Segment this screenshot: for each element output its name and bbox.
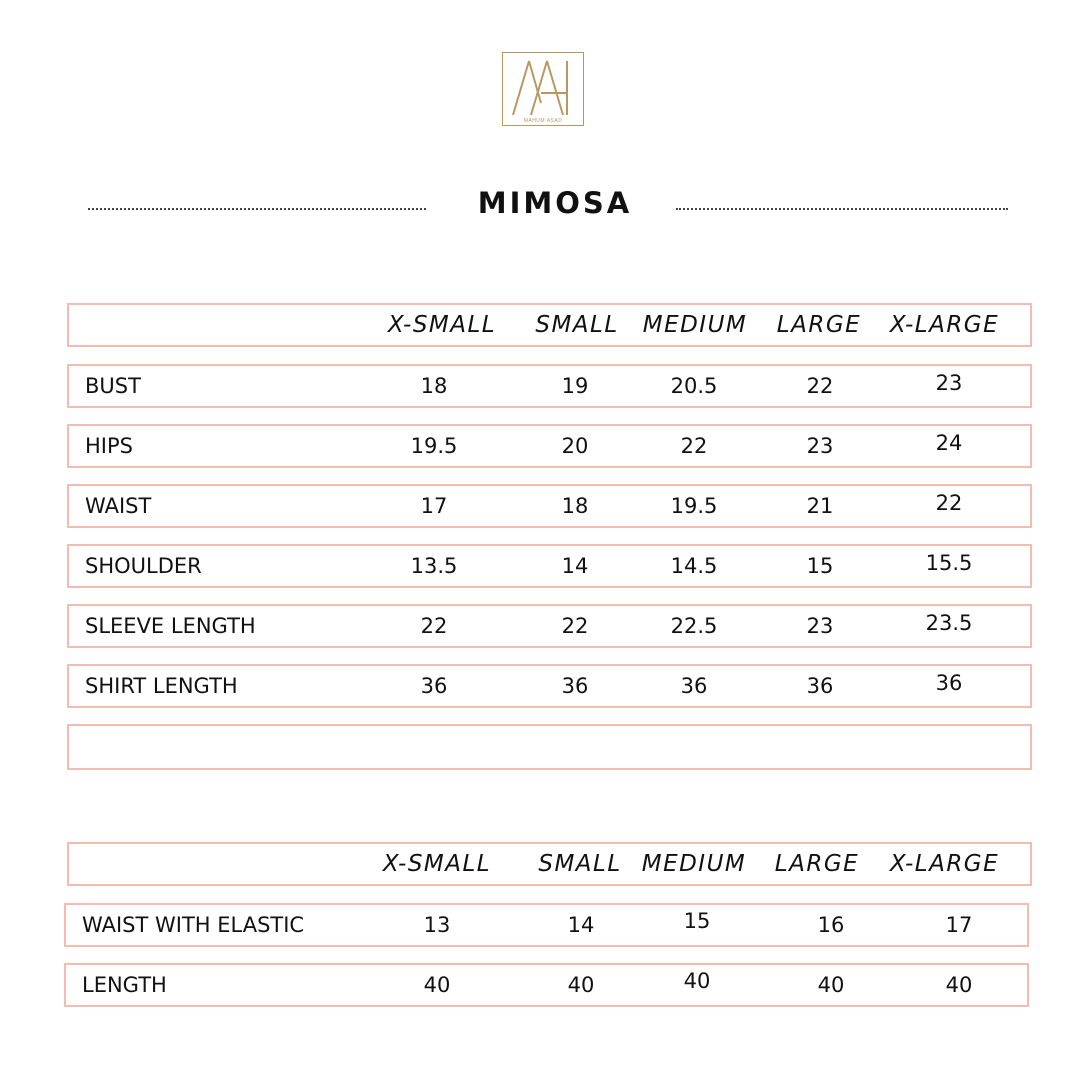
table-cell: 17	[420, 494, 448, 518]
table-row	[67, 604, 1032, 648]
table-row	[67, 544, 1032, 588]
table-header-row	[67, 303, 1032, 347]
table-cell: 22	[420, 614, 448, 638]
table-cell: 23	[806, 434, 834, 458]
table-cell: 16	[817, 913, 845, 937]
table-cell: 36	[420, 674, 448, 698]
table-cell: 13	[423, 913, 451, 937]
table-row	[67, 424, 1032, 468]
table-cell: 40	[423, 973, 451, 997]
table-cell: 40	[817, 973, 845, 997]
table-cell: 21	[806, 494, 834, 518]
table-cell: 18	[561, 494, 589, 518]
table-cell: 13.5	[410, 554, 458, 578]
table-cell: 36	[806, 674, 834, 698]
header-cell: X-SMALL	[387, 312, 497, 338]
table-cell: 14	[561, 554, 589, 578]
page-title: MIMOSA	[477, 186, 633, 220]
header-cell: X-LARGE	[889, 851, 1000, 877]
table-cell: 23	[806, 614, 834, 638]
table-cell: 24	[935, 431, 963, 455]
table-row	[67, 364, 1032, 408]
title-divider-right	[676, 208, 1008, 210]
row-label: HIPS	[85, 434, 133, 458]
row-label: BUST	[85, 374, 141, 398]
table-cell: 20.5	[670, 374, 718, 398]
table-header-row	[67, 842, 1032, 886]
table-cell: 14.5	[670, 554, 718, 578]
table-cell: 22	[806, 374, 834, 398]
table-cell: 19.5	[410, 434, 458, 458]
header-cell: SMALL	[535, 312, 619, 338]
table-cell: 19.5	[670, 494, 718, 518]
row-label: WAIST WITH ELASTIC	[82, 913, 305, 937]
table-row	[64, 903, 1029, 947]
brand-logo	[502, 52, 584, 126]
table-cell: 22	[561, 614, 589, 638]
header-cell: MEDIUM	[641, 851, 747, 877]
table-row	[67, 484, 1032, 528]
row-label: SLEEVE LENGTH	[85, 614, 256, 638]
row-label: SHIRT LENGTH	[85, 674, 238, 698]
table-cell: 15	[806, 554, 834, 578]
table-cell: 23.5	[925, 611, 973, 635]
table-row	[67, 664, 1032, 708]
title-divider-left	[88, 208, 426, 210]
table-row	[64, 963, 1029, 1007]
row-label: LENGTH	[82, 973, 167, 997]
table-cell: 22	[680, 434, 708, 458]
empty-table-row	[67, 724, 1032, 770]
table-cell: 36	[561, 674, 589, 698]
table-cell: 40	[683, 969, 711, 993]
table-cell: 14	[567, 913, 595, 937]
header-cell: LARGE	[776, 312, 862, 338]
brand-monogram-icon	[503, 53, 585, 127]
table-cell: 23	[935, 371, 963, 395]
brand-caption: MAHUM ASAD	[523, 118, 563, 124]
table-cell: 20	[561, 434, 589, 458]
table-cell: 36	[935, 671, 963, 695]
table-cell: 18	[420, 374, 448, 398]
row-label: WAIST	[85, 494, 152, 518]
table-cell: 40	[945, 973, 973, 997]
header-cell: X-SMALL	[382, 851, 492, 877]
table-cell: 36	[680, 674, 708, 698]
table-cell: 15	[683, 909, 711, 933]
table-cell: 22.5	[670, 614, 718, 638]
header-cell: LARGE	[774, 851, 860, 877]
table-cell: 22	[935, 491, 963, 515]
table-cell: 15.5	[925, 551, 973, 575]
table-cell: 17	[945, 913, 973, 937]
row-label: SHOULDER	[85, 554, 202, 578]
header-cell: SMALL	[538, 851, 622, 877]
table-cell: 19	[561, 374, 589, 398]
table-cell: 40	[567, 973, 595, 997]
header-cell: MEDIUM	[642, 312, 748, 338]
header-cell: X-LARGE	[889, 312, 1000, 338]
